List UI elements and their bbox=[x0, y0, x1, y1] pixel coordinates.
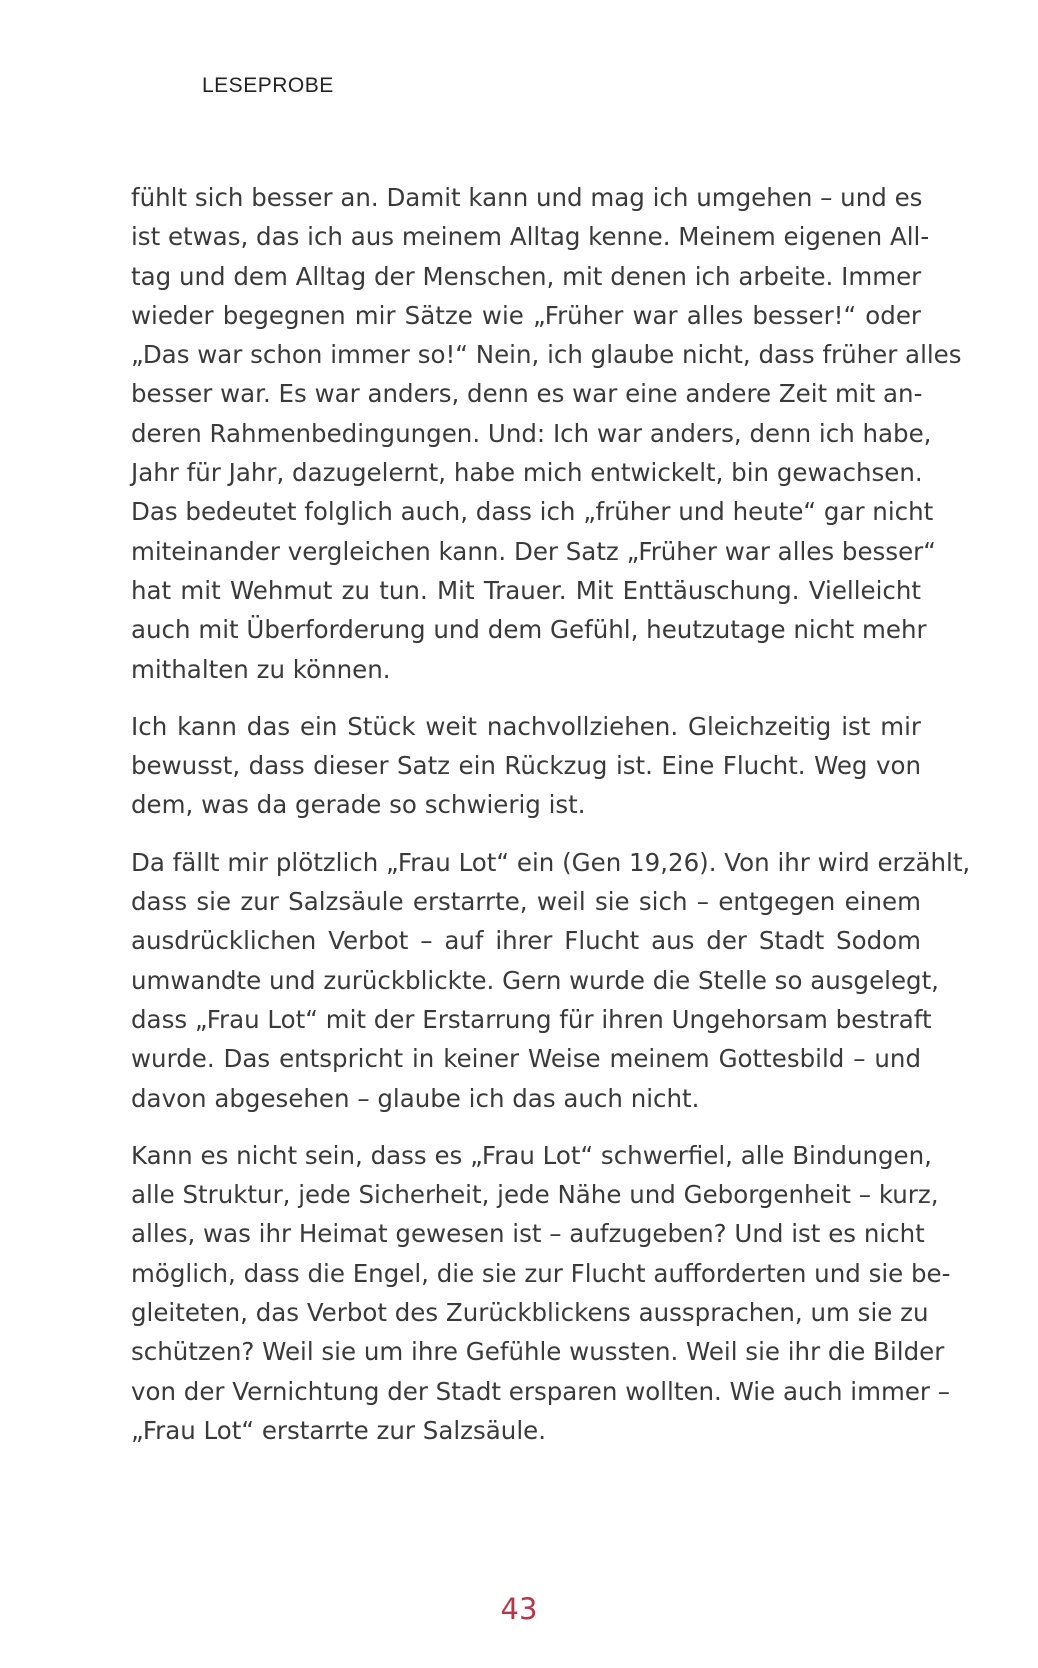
text-line: bewusst, dass dieser Satz ein Rückzug ist. Eine Flucht. Weg von bbox=[131, 751, 921, 781]
text-line: ist etwas, das ich aus meinem Alltag kenne. Meinem eigenen All- bbox=[131, 222, 930, 252]
text-line: schützen? Weil sie um ihre Gefühle wussten. Weil sie ihr die Bilder bbox=[131, 1337, 945, 1367]
paragraph-4 bbox=[131, 1136, 951, 1450]
text-line: deren Rahmenbedingungen. Und: Ich war anders, denn ich habe, bbox=[131, 418, 932, 448]
text-line: möglich, dass die Engel, die sie zur Flucht aufforderten und sie be- bbox=[131, 1258, 951, 1288]
text-line: von der Vernichtung der Stadt ersparen wollten. Wie auch immer – bbox=[131, 1376, 951, 1406]
page-number: 43 bbox=[500, 1592, 538, 1626]
text-line: dass sie zur Salzsäule erstarrte, weil sie sich – entgegen einem bbox=[131, 887, 921, 917]
text-line: besser war. Es war anders, denn es war eine andere Zeit mit an- bbox=[131, 379, 923, 409]
text-line: „Das war schon immer so!“ Nein, ich glaube nicht, dass früher alles bbox=[131, 340, 962, 370]
text-line: mithalten zu können. bbox=[131, 654, 391, 684]
text-line: „Frau Lot“ erstarrte zur Salzsäule. bbox=[131, 1415, 546, 1445]
paragraph-3 bbox=[131, 843, 971, 1118]
text-line: Kann es nicht sein, dass es „Frau Lot“ schwerfiel, alle Bindungen, bbox=[131, 1140, 932, 1170]
text-line: umwandte und zurückblickte. Gern wurde die Stelle so ausgelegt, bbox=[131, 965, 939, 995]
text-line: hat mit Wehmut zu tun. Mit Trauer. Mit Enttäuschung. Vielleicht bbox=[131, 575, 921, 605]
text-line: Das bedeutet folglich auch, dass ich „früher und heute“ gar nicht bbox=[131, 497, 934, 527]
text-line: alles, was ihr Heimat gewesen ist – aufzugeben? Und ist es nicht bbox=[131, 1219, 925, 1249]
paragraph-1 bbox=[131, 178, 962, 689]
text-line: Da fällt mir plötzlich „Frau Lot“ ein (Gen 19,26). Von ihr wird erzählt, bbox=[131, 847, 971, 877]
text-line: gleiteten, das Verbot des Zurückblickens aussprachen, um sie zu bbox=[131, 1298, 929, 1328]
text-line: miteinander vergleichen kann. Der Satz „Früher war alles besser“ bbox=[131, 536, 936, 566]
text-line: wurde. Das entspricht in keiner Weise meinem Gottesbild – und bbox=[131, 1044, 921, 1074]
text-line: dass „Frau Lot“ mit der Erstarrung für ihren Ungehorsam bestraft bbox=[131, 1004, 932, 1034]
text-line: auch mit Überforderung und dem Gefühl, heutzutage nicht mehr bbox=[131, 615, 927, 645]
text-line: Jahr für Jahr, dazugelernt, habe mich entwickelt, bin gewachsen. bbox=[131, 458, 923, 488]
text-line: Ich kann das ein Stück weit nachvollziehen. Gleichzeitig ist mir bbox=[131, 711, 921, 741]
page-header: LESEPROBE bbox=[202, 74, 334, 97]
paragraph-2 bbox=[131, 707, 921, 825]
text-line: davon abgesehen – glaube ich das auch nicht. bbox=[131, 1083, 700, 1113]
text-line: fühlt sich besser an. Damit kann und mag ich umgehen – und es bbox=[131, 183, 923, 212]
text-line: alle Struktur, jede Sicherheit, jede Nähe und Geborgenheit – kurz, bbox=[131, 1180, 939, 1210]
text-line: wieder begegnen mir Sätze wie „Früher war alles besser!“ oder bbox=[131, 300, 921, 330]
body-text bbox=[131, 178, 971, 1468]
text-line: ausdrücklichen Verbot – auf ihrer Flucht aus der Stadt Sodom bbox=[131, 926, 921, 956]
text-line: dem, was da gerade so schwierig ist. bbox=[131, 790, 586, 820]
text-line: tag und dem Alltag der Menschen, mit denen ich arbeite. Immer bbox=[131, 261, 922, 291]
